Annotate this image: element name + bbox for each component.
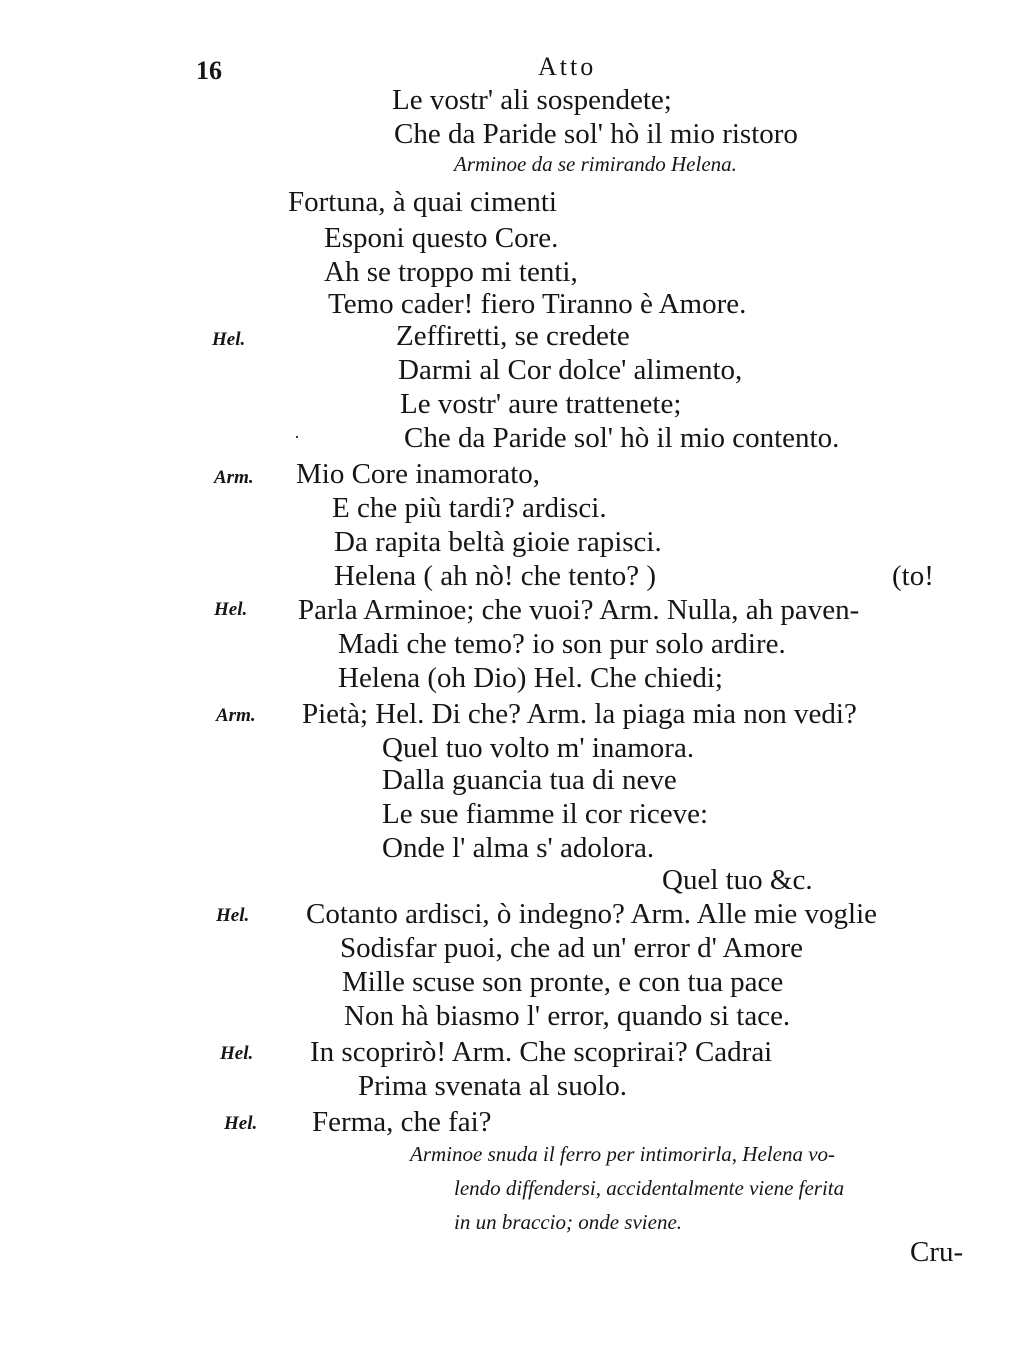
speaker-label: Hel.: [214, 599, 248, 620]
verse-line: Dalla guancia tua di neve: [382, 764, 677, 796]
verse-line: Che da Paride sol' hò il mio contento.: [404, 422, 840, 454]
speaker-label: Hel.: [212, 329, 246, 350]
verse-line: Sodisfar puoi, che ad un' error d' Amore: [340, 932, 804, 964]
verse-line: Le sue fiamme il cor riceve:: [382, 798, 709, 830]
verse-line: Le vostr' aure trattenete;: [400, 388, 682, 420]
verse-line: Non hà biasmo l' error, quando si tace.: [344, 1000, 791, 1032]
stage-direction: in un braccio; onde sviene.: [454, 1210, 683, 1234]
verse-line: Madi che temo? io son pur solo ardire.: [338, 628, 786, 660]
catchword: Cru-: [910, 1236, 964, 1268]
turnover-line: (to!: [892, 560, 934, 592]
running-header: Atto: [538, 52, 597, 81]
page-number: 16: [196, 56, 222, 85]
verse-line: E che più tardi? ardisci.: [332, 492, 607, 524]
verse-line: Zeffiretti, se credete: [396, 320, 630, 352]
verse-line: Helena (oh Dio) Hel. Che chiedi;: [338, 662, 723, 694]
verse-line: Ah se troppo mi tenti,: [324, 256, 578, 288]
speaker-label: Hel.: [224, 1113, 258, 1134]
verse-line: Onde l' alma s' adolora.: [382, 832, 655, 864]
verse-line: Quel tuo volto m' inamora.: [382, 732, 695, 764]
refrain-line: Quel tuo &c.: [662, 864, 813, 896]
verse-line: Le vostr' ali sospendete;: [392, 84, 672, 116]
verse-line: Mio Core inamorato,: [296, 458, 541, 490]
verse-line: Prima svenata al suolo.: [358, 1070, 628, 1102]
verse-line: Esponi questo Core.: [324, 222, 559, 254]
stage-direction: Arminoe da se rimirando Helena.: [454, 152, 737, 176]
verse-line: Helena ( ah nò! che tento? ): [334, 560, 657, 592]
speaker-label: Arm.: [216, 705, 256, 726]
verse-line: Cotanto ardisci, ò indegno? Arm. Alle mie voglie: [306, 898, 878, 930]
verse-line: Che da Paride sol' hò il mio ristoro: [394, 118, 798, 150]
verse-line: Fortuna, à quai cimenti: [288, 186, 557, 218]
verse-line: Temo cader! fiero Tiranno è Amore.: [328, 288, 747, 320]
verse-line: Pietà; Hel. Di che? Arm. la piaga mia non vedi?: [302, 698, 857, 730]
verse-line: Darmi al Cor dolce' alimento,: [398, 354, 743, 386]
stray-mark: ·: [294, 427, 300, 447]
speaker-label: Hel.: [220, 1043, 254, 1064]
speaker-label: Arm.: [214, 467, 254, 488]
verse-line: Da rapita beltà gioie rapisci.: [334, 526, 662, 558]
verse-line: In scoprirò! Arm. Che scoprirai? Cadrai: [310, 1036, 773, 1068]
speaker-label: Hel.: [216, 905, 250, 926]
verse-line: Parla Arminoe; che vuoi? Arm. Nulla, ah paven-: [298, 594, 860, 626]
stage-direction: lendo diffendersi, accidentalmente viene ferita: [454, 1176, 845, 1200]
stage-direction: Arminoe snuda il ferro per intimorirla, Helena vo-: [410, 1142, 836, 1166]
verse-line: Ferma, che fai?: [312, 1106, 492, 1138]
verse-line: Mille scuse son pronte, e con tua pace: [342, 966, 784, 998]
